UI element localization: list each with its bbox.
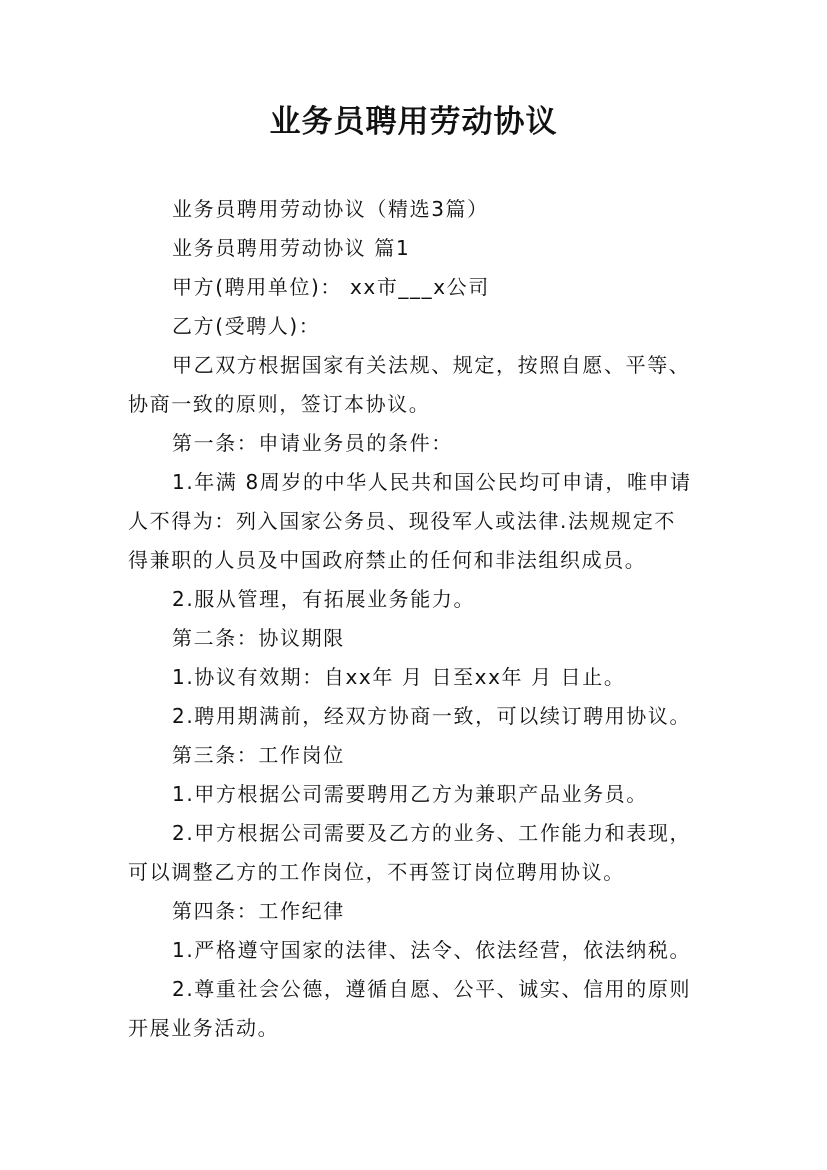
document-title: 业务员聘用劳动协议 <box>269 104 558 140</box>
paragraph-line: 2.甲方根据公司需要及乙方的业务、工作能力和表现， <box>172 821 692 845</box>
paragraph-line: 1.严格遵守国家的法律、法令、依法经营，依法纳税。 <box>172 938 692 962</box>
paragraph-line-party-b: 乙方(受聘人)： <box>172 314 321 338</box>
document-body <box>128 190 708 1048</box>
article-heading: 第一条：申请业务员的条件： <box>172 431 453 455</box>
paragraph-line-section-heading: 业务员聘用劳动协议 篇1 <box>172 236 411 260</box>
paragraph-line: 得兼职的人员及中国政府禁止的任何和非法组织成员。 <box>128 548 647 572</box>
paragraph-line: 可以调整乙方的工作岗位，不再签订岗位聘用协议。 <box>128 860 625 884</box>
paragraph-line: 2.服从管理，有拓展业务能力。 <box>172 587 476 611</box>
paragraph-line: 1.甲方根据公司需要聘用乙方为兼职产品业务员。 <box>172 782 648 806</box>
paragraph-line: 1.协议有效期：自xx年 月 日至xx年 月 日止。 <box>172 665 626 689</box>
article-heading: 第四条：工作纪律 <box>172 899 345 923</box>
paragraph-line: 2.尊重社会公德，遵循自愿、公平、诚实、信用的原则 <box>172 977 692 1001</box>
paragraph-line: 甲乙双方根据国家有关法规、规定，按照自愿、平等、 <box>172 353 691 377</box>
paragraph-line: 人不得为：列入国家公务员、现役军人或法律.法规规定不 <box>128 509 676 533</box>
article-heading: 第二条：协议期限 <box>172 626 345 650</box>
paragraph-line: 开展业务活动。 <box>128 1016 280 1040</box>
paragraph-line: 2.聘用期满前，经双方协商一致，可以续订聘用协议。 <box>172 704 692 728</box>
paragraph-line: 1.年满 8周岁的中华人民共和国公民均可申请，唯申请 <box>172 470 692 494</box>
article-heading: 第三条：工作岗位 <box>172 743 345 767</box>
paragraph-line: 协商一致的原则，签订本协议。 <box>128 392 431 416</box>
paragraph-line-subtitle: 业务员聘用劳动协议（精选3篇） <box>172 197 489 221</box>
paragraph-line-party-a: 甲方(聘用单位)： xx市___x公司 <box>172 275 490 299</box>
